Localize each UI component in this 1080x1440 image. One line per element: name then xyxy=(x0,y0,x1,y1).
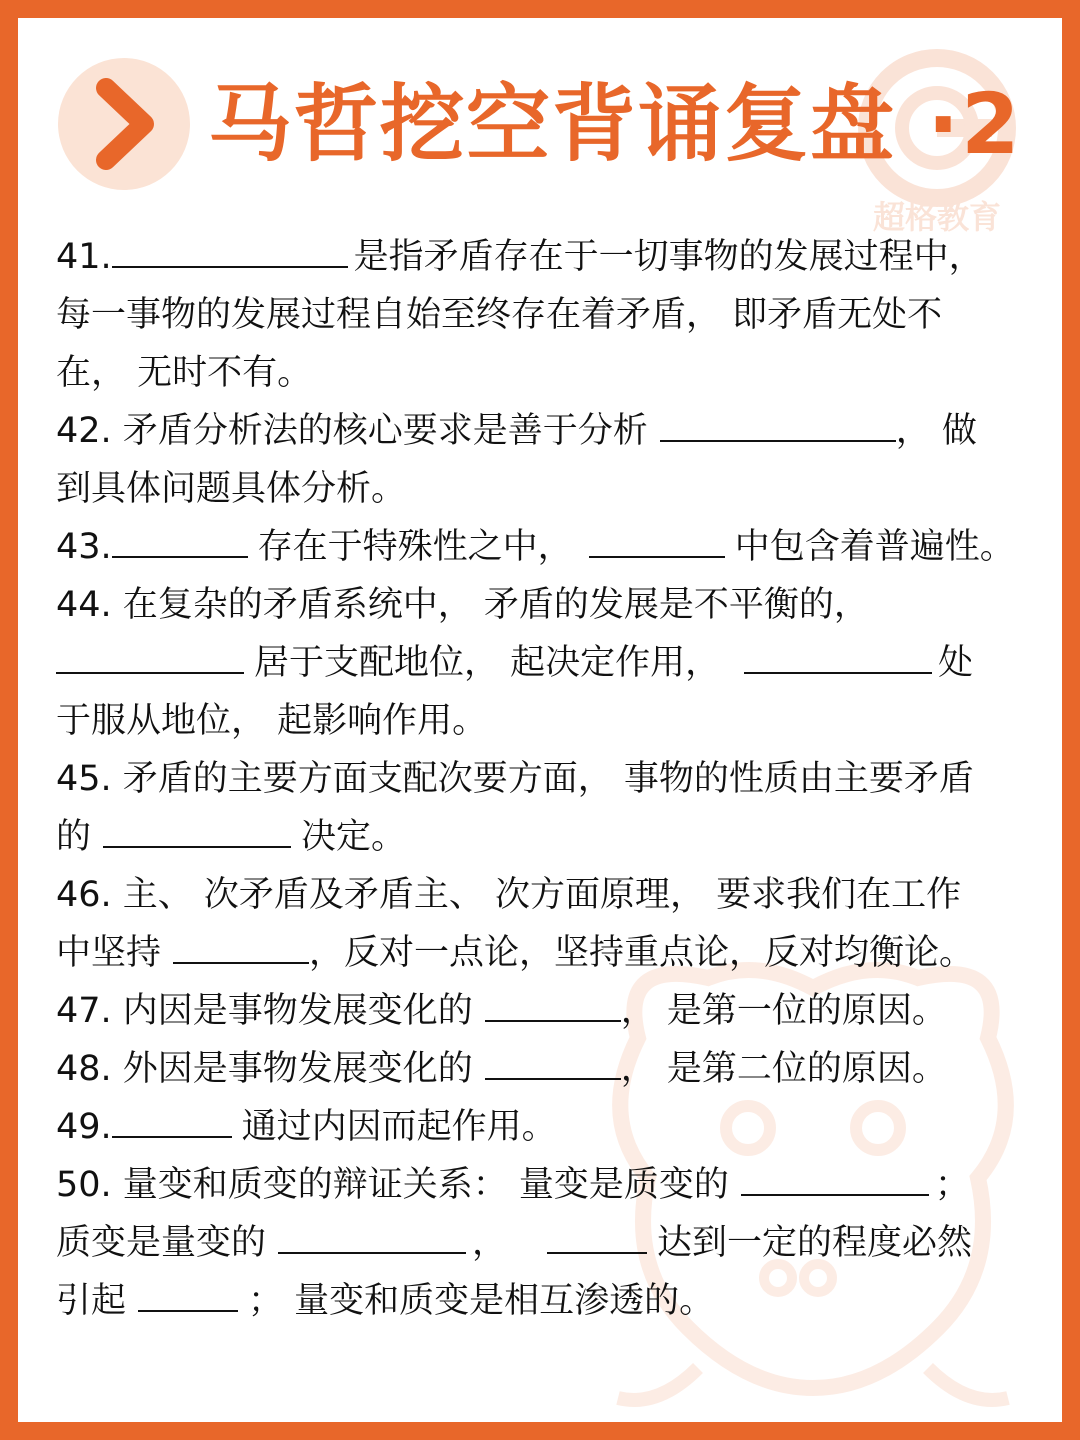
q50-line-1 xyxy=(56,1156,1046,1214)
q44-line-3: 于服从地位， 起影响作用。 xyxy=(56,701,488,741)
content-card xyxy=(18,18,1062,1422)
q50-blank-2 xyxy=(278,1214,466,1254)
q50-text: 50. 量变和质变的辩证关系： 量变是质变的 xyxy=(56,1165,729,1205)
q44-text-2: 处 xyxy=(938,643,974,683)
q50-blank-1 xyxy=(741,1156,929,1196)
q42-blank-1 xyxy=(660,402,896,442)
q50-text-2: ； xyxy=(934,1165,970,1205)
q41-text: 是指矛盾存在于一切事物的发展过程中， xyxy=(353,237,984,277)
q42-text: 42. 矛盾分析法的核心要求是善于分析 xyxy=(56,411,648,451)
q46-text: 中坚持 xyxy=(56,933,162,973)
q46-text-2: ，反对一点论，坚持重点论，反对均衡论。 xyxy=(309,933,975,973)
q45-text-2: 决定。 xyxy=(301,817,407,857)
q43-line-1 xyxy=(56,518,1046,576)
q44-text: 居于支配地位， 起决定作用， xyxy=(254,643,721,683)
q48-text: 48. 外因是事物发展变化的 xyxy=(56,1049,473,1089)
q46-line-1: 46. 主、 次矛盾及矛盾主、 次方面原理， 要求我们在工作 xyxy=(56,875,962,915)
q43-number: 43. xyxy=(56,527,112,567)
q50-blank-3 xyxy=(547,1214,647,1254)
question-list xyxy=(56,228,1046,1330)
chevron-right-icon xyxy=(58,58,190,190)
q48-text-2: ， 是第二位的原因。 xyxy=(620,1049,947,1089)
q46-line-2 xyxy=(56,924,1046,982)
q50-text-6: 引起 xyxy=(56,1281,127,1321)
q49-text: 通过内因而起作用。 xyxy=(241,1107,557,1147)
q47-line-1 xyxy=(56,982,1046,1040)
q44-blank-2 xyxy=(744,634,932,674)
q46-blank-1 xyxy=(173,924,309,964)
q42-line-2: 到具体问题具体分析。 xyxy=(56,469,407,509)
q50-text-5: 达到一定的程度必然 xyxy=(657,1223,973,1263)
q42-line-1 xyxy=(56,402,1046,460)
q49-line-1 xyxy=(56,1098,1046,1156)
q41-blank-1 xyxy=(112,228,348,268)
q47-blank-1 xyxy=(485,982,621,1022)
q47-text-2: ， 是第一位的原因。 xyxy=(620,991,947,1031)
q45-text: 的 xyxy=(56,817,92,857)
q43-blank-1 xyxy=(112,518,248,558)
q50-blank-4 xyxy=(138,1272,238,1312)
q41-number: 41. xyxy=(56,237,112,277)
q45-blank-1 xyxy=(103,808,291,848)
q50-text-3: 质变是量变的 xyxy=(56,1223,267,1263)
q44-line-1: 44. 在复杂的矛盾系统中， 矛盾的发展是不平衡的， xyxy=(56,585,869,625)
q42-text-2: ， 做 xyxy=(895,411,977,451)
q45-line-2 xyxy=(56,808,1046,866)
logo-text: 超格教育 xyxy=(872,198,1002,236)
page-title: 马哲挖空背诵复盘 ·2 xyxy=(208,75,1022,173)
chevron-badge xyxy=(58,58,190,190)
q44-line-2 xyxy=(56,634,1046,692)
q50-text-4: ， xyxy=(472,1223,508,1263)
q43-text: 存在于特殊性之中， xyxy=(257,527,573,567)
q48-line-1 xyxy=(56,1040,1046,1098)
header xyxy=(40,54,1040,194)
q50-line-2 xyxy=(56,1214,1046,1272)
q41-line-3: 在， 无时不有。 xyxy=(56,353,313,393)
q43-text-2: 中包含着普遍性。 xyxy=(734,527,1015,567)
q49-blank-1 xyxy=(112,1098,232,1138)
q41-line-1 xyxy=(56,228,1046,286)
q43-blank-2 xyxy=(589,518,725,558)
q47-text: 47. 内因是事物发展变化的 xyxy=(56,991,473,1031)
q44-blank-1 xyxy=(56,634,244,674)
q49-number: 49. xyxy=(56,1107,112,1147)
q50-line-3 xyxy=(56,1272,1046,1330)
q48-blank-1 xyxy=(485,1040,621,1080)
q45-line-1: 45. 矛盾的主要方面支配次要方面， 事物的性质由主要矛盾 xyxy=(56,759,974,799)
q41-line-2: 每一事物的发展过程自始至终存在着矛盾， 即矛盾无处不 xyxy=(56,295,943,335)
q50-text-7: ； 量变和质变是相互渗透的。 xyxy=(248,1281,715,1321)
